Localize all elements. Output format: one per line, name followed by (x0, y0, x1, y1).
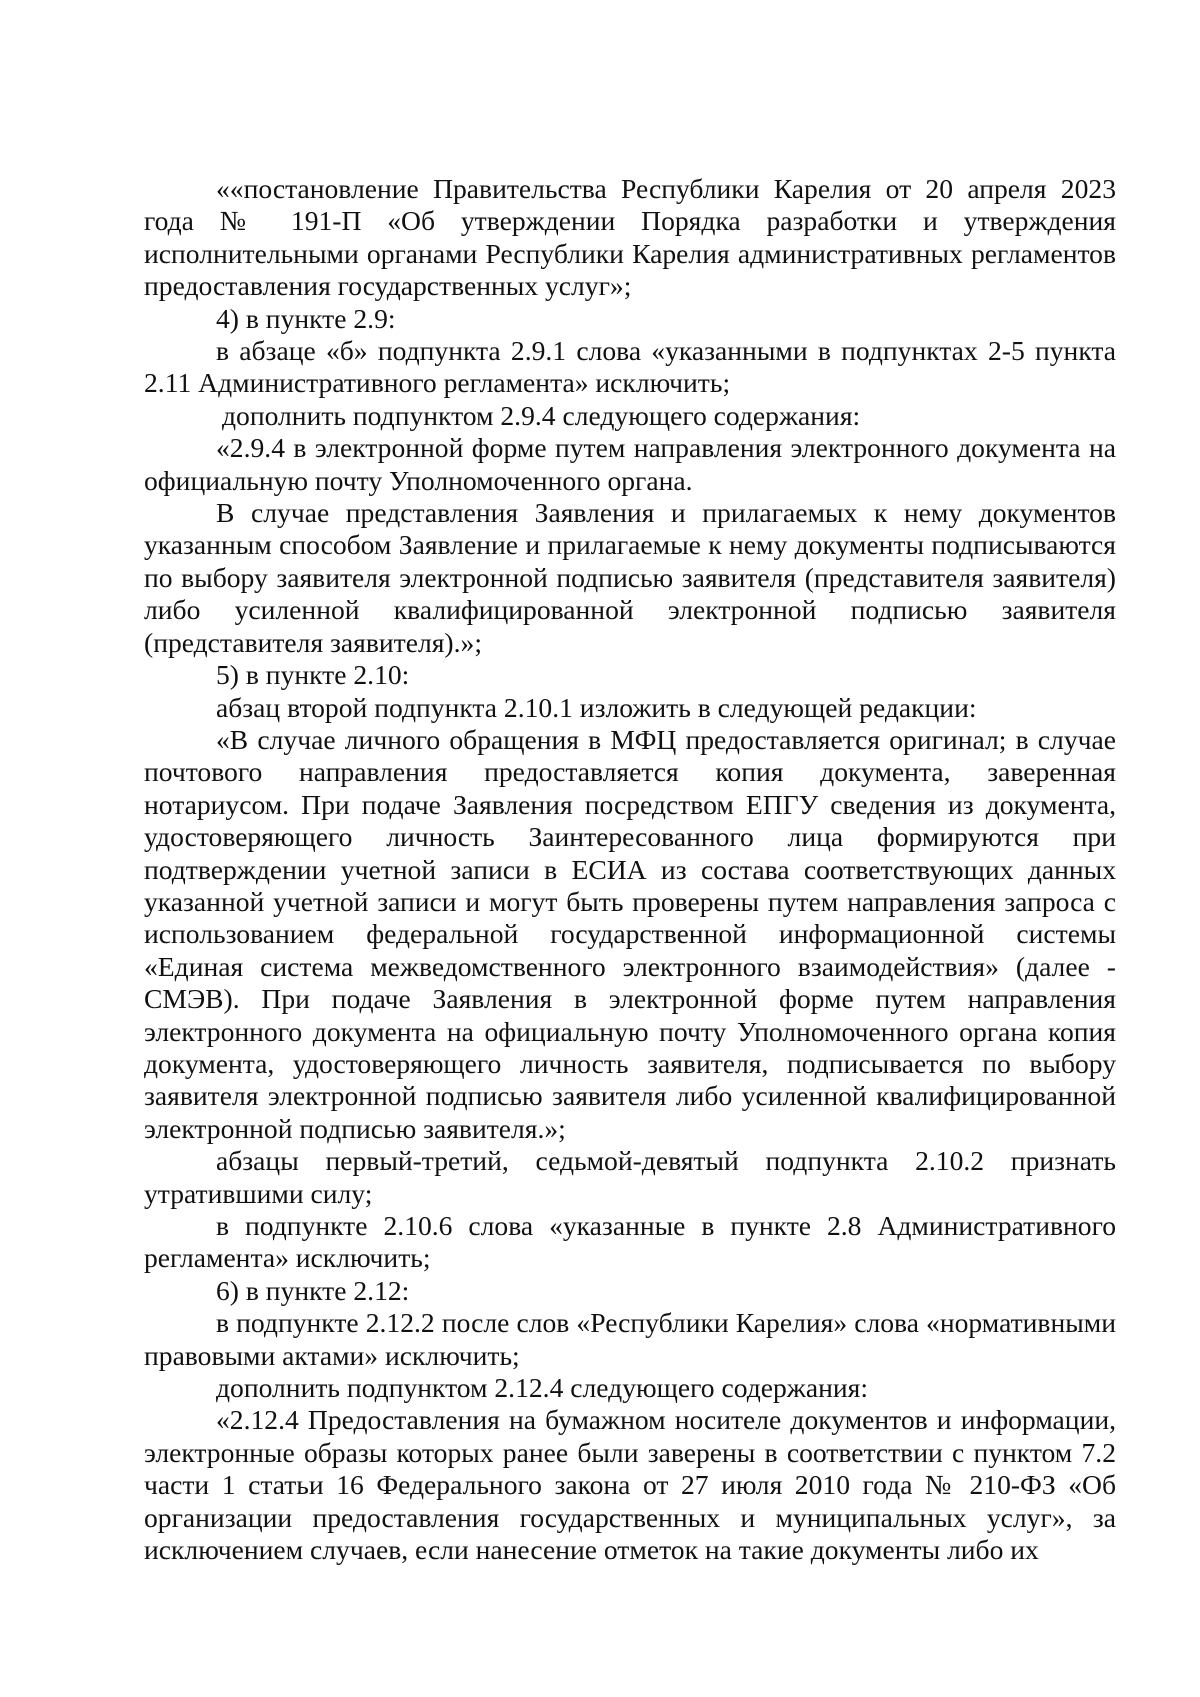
paragraph-item-4: 4) в пункте 2.9: (216, 302, 396, 334)
paragraph-signature-rules: В случае представления Заявления и прилагаемых к нему документов указанным способом Заявление и прилагаемые к нему документы подписываются по выбору заявителя электронной подписью заявителя (представителя заявителя) либо усиленной квалифицированной электронной подписью заявителя (представителя заявителя).»; (144, 497, 1116, 658)
paragraph-2-12-2: в подпункте 2.12.2 после слов «Республики Карелия» слова «нормативными правовыми актами» исключить; (144, 1307, 1116, 1371)
paragraph-add-2-12-4: дополнить подпунктом 2.12.4 следующего содержания: (216, 1372, 868, 1404)
paragraph-item-6: 6) в пункте 2.12: (216, 1274, 410, 1306)
paragraph-2-10-1-edit: абзац второй подпункта 2.10.1 изложить в следующей редакции: (216, 691, 977, 723)
paragraph-add-2-9-4: дополнить подпунктом 2.9.4 следующего содержания: (222, 399, 861, 431)
paragraph-2-10-2-repeal: абзацы первый-третий, седьмой-девятый подпункта 2.10.2 признать утратившими силу; (144, 1145, 1116, 1209)
paragraph-resolution-reference: ««постановление Правительства Республики Карелия от 20 апреля 2023 года № 191-П «Об утверждении Порядка разработки и утверждения исполнительными органами Республики Карелия административных регламентов предоставления государственных услуг»; (144, 173, 1116, 302)
paragraph-2-10-1-text: «В случае личного обращения в МФЦ предоставляется оригинал; в случае почтового направления предоставляется копия документа, заверенная нотариусом. При подаче Заявления посредством ЕПГУ сведения из документа, удостоверяющего личность Заинтересованного лица формируются при подтверждении учетной записи в ЕСИА из состава соответствующих данных указанной учетной записи и могут быть проверены путем направления запроса с использованием федеральной государственной информационной системы «Единая система межведомственного электронного взаимодействия» (далее - СМЭВ). При подаче Заявления в электронной форме путем направления электронного документа на официальную почту Уполномоченного органа копия документа, удостоверяющего личность заявителя, подписывается по выбору заявителя электронной подписью заявителя либо усиленной квалифицированной электронной подписью заявителя.»; (144, 723, 1116, 1144)
document-body (144, 173, 1116, 1566)
paragraph-2-10-6: в подпункте 2.10.6 слова «указанные в пункте 2.8 Административного регламента» исключить; (144, 1210, 1116, 1274)
paragraph-2-12-4-text: «2.12.4 Предоставления на бумажном носителе документов и информации, электронные образы которых ранее были заверены в соответствии с пунктом 7.2 части 1 статьи 16 Федерального закона от 27 июля 2010 года № 210-ФЗ «Об организации предоставления государственных и муниципальных услуг», за исключением случаев, если нанесение отметок на такие документы либо их (144, 1404, 1116, 1566)
paragraph-item-2-9-1: в абзаце «б» подпункта 2.9.1 слова «указанными в подпунктах 2-5 пункта 2.11 Административного регламента» исключить; (144, 335, 1116, 399)
paragraph-item-5: 5) в пункте 2.10: (216, 659, 410, 691)
paragraph-2-9-4-text: «2.9.4 в электронной форме путем направления электронного документа на официальную почту Уполномоченного органа. (144, 432, 1116, 496)
